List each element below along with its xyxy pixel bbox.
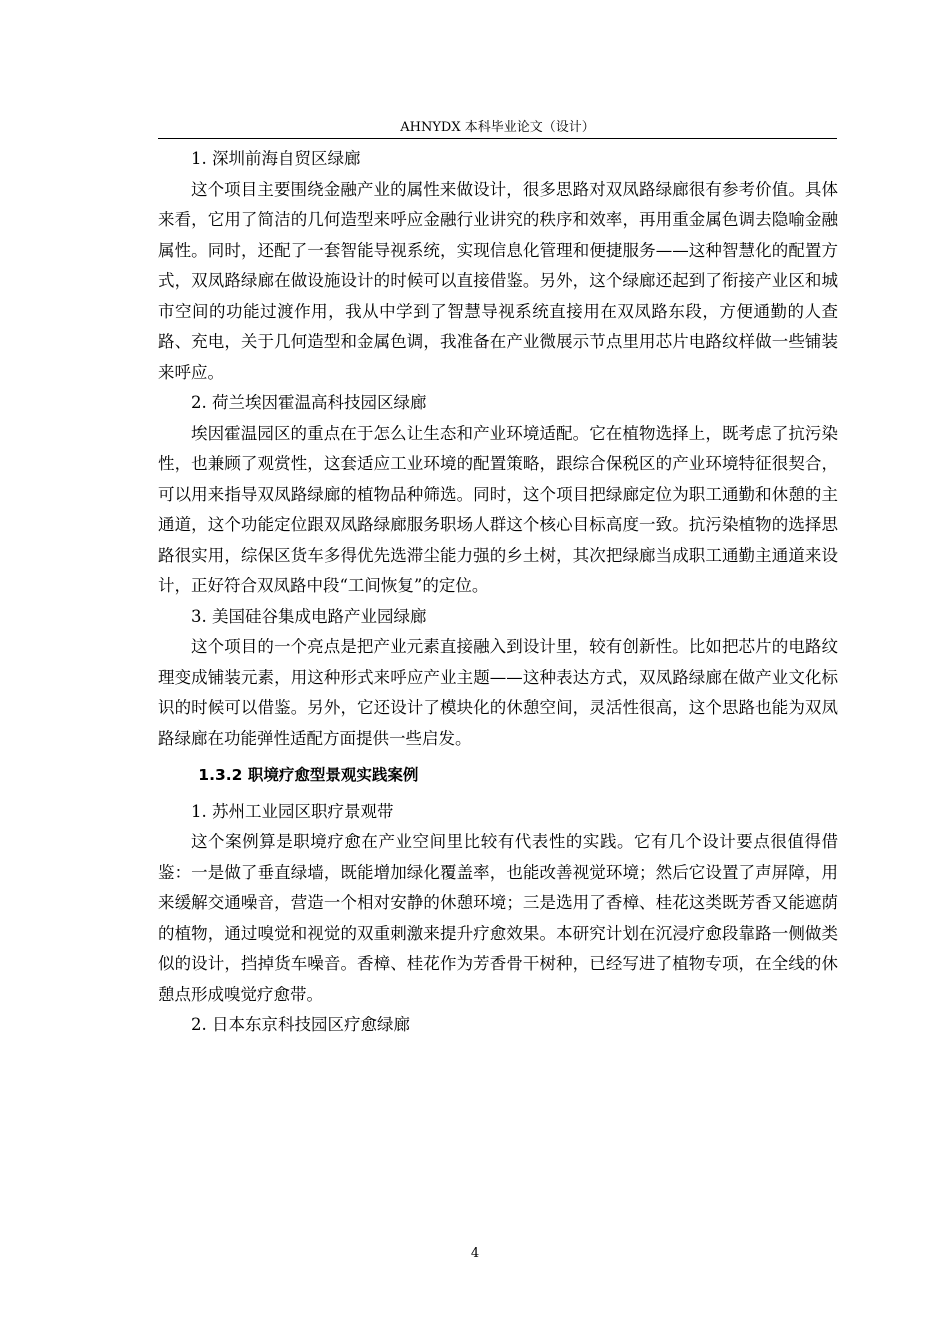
case-item-tokyo: 2. 日本东京科技园区疗愈绿廊 — [191, 1015, 410, 1034]
case-item-eindhoven: 2. 荷兰埃因霍温高科技园区绿廊 — [191, 393, 427, 412]
page-number: 4 — [470, 1246, 480, 1261]
paragraph-suzhou: 这个案例算是职境疗愈在产业空间里比较有代表性的实践。它有几个设计要点很值得借鉴：一是做了垂直绿墙，既能增加绿化覆盖率，也能改善视觉环境；然后它设置了声屏障，用来缓解交通噪音，营造一个相对安静的休憩环境；三是选用了香樟、桂花这类既芳香又能遮荫的植物，通过嗅觉和视觉的双重刺激来提升疗愈效果。本研究计划在沉浸疗愈段靠路一侧做类似的设计，挡掉货车噪音。香樟、桂花作为芳香骨干树种，已经写进了植物专项，在全线的休憩点形成嗅觉疗愈带。 — [158, 832, 838, 1004]
paragraph-silicon-valley: 这个项目的一个亮点是把产业元素直接融入到设计里，较有创新性。比如把芯片的电路纹理变成铺装元素，用这种形式来呼应产业主题——这种表达方式，双凤路绿廊在做产业文化标识的时候可以借鉴。另外，它还设计了模块化的休憩空间，灵活性很高，这个思路也能为双凤路绿廊在功能弹性适配方面提供一些启发。 — [158, 637, 838, 748]
paragraph-eindhoven: 埃因霍温园区的重点在于怎么让生态和产业环境适配。它在植物选择上，既考虑了抗污染性，也兼顾了观赏性，这套适应工业环境的配置策略，跟综合保税区的产业环境特征很契合，可以用来指导双凤路绿廊的植物品种筛选。同时，这个项目把绿廊定位为职工通勤和休憩的主通道，这个功能定位跟双凤路绿廊服务职场人群这个核心目标高度一致。抗污染植物的选择思路很实用，综保区货车多得优先选滞尘能力强的乡土树，其次把绿廊当成职工通勤主通道来设计，正好符合双凤路中段“工间恢复”的定位。 — [158, 423, 838, 595]
case-item-shenzhen-qianhai: 1. 深圳前海自贸区绿廊 — [191, 149, 361, 168]
case-item-silicon-valley: 3. 美国硅谷集成电路产业园绿廊 — [191, 606, 427, 626]
section-heading: 1.3.2 职境疗愈型景观实践案例 — [198, 766, 419, 784]
paragraph-qianhai: 这个项目主要围绕金融产业的属性来做设计，很多思路对双凤路绿廊很有参考价值。具体来看，它用了简洁的几何造型来呼应金融行业讲究的秩序和效率，再用重金属色调去隐喻金融属性。同时，还配了一套智能导视系统，实现信息化管理和便捷服务——这种智慧化的配置方式，双凤路绿廊在做设施设计的时候可以直接借鉴。另外，这个绿廊还起到了衔接产业区和城市空间的功能过渡作用，我从中学到了智慧导视系统直接用在双凤路东段，方便通勤的人查路、充电，关于几何造型和金属色调，我准备在产业微展示节点里用芯片电路纹样做一些铺装来呼应。 — [158, 179, 838, 382]
running-header: AHNYDX 本科毕业论文（设计） — [158, 119, 837, 139]
body-text — [158, 144, 838, 1041]
case-item-suzhou: 1. 苏州工业园区职疗景观带 — [191, 801, 394, 821]
